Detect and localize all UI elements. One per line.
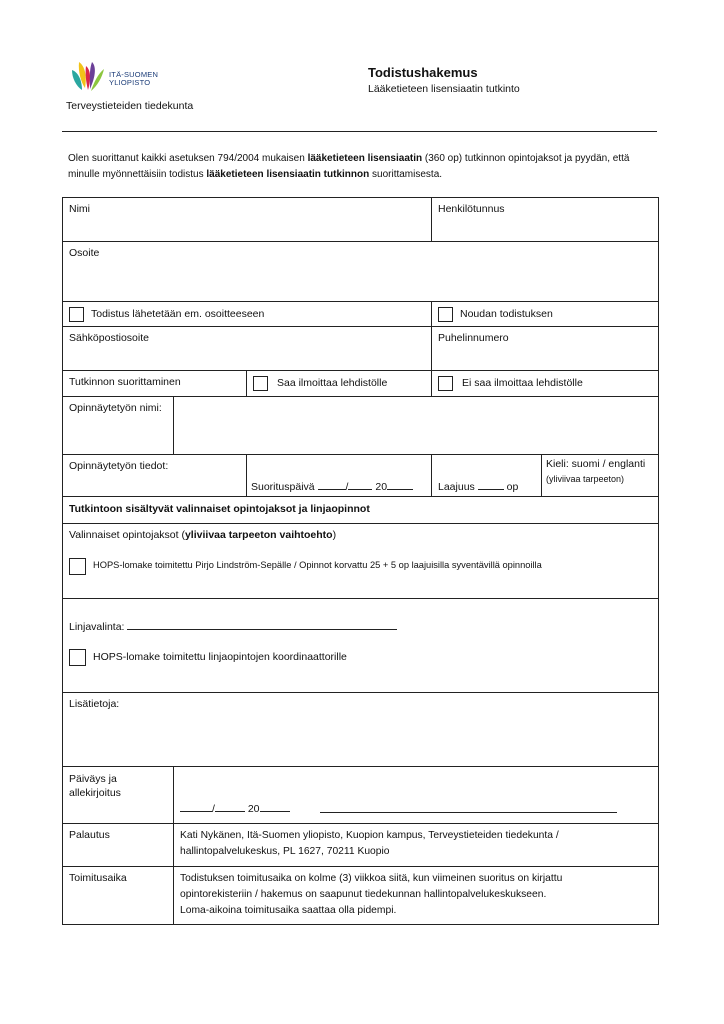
language-field: [542, 455, 659, 497]
no-announce-checkbox[interactable]: [438, 376, 453, 391]
completion-cell: [63, 371, 247, 397]
thesis-name-label: Opinnäytetyön nimi:: [69, 402, 162, 414]
sign-day-blank[interactable]: [180, 801, 212, 812]
logo-leaves-icon: [70, 60, 106, 94]
application-form: [62, 197, 659, 925]
delivery-text-cell: [174, 867, 659, 925]
header-divider: [62, 131, 657, 132]
completion-date-label: Suorituspäivä: [251, 481, 315, 493]
signature-line[interactable]: [320, 802, 617, 813]
return-label-cell: [63, 824, 174, 867]
sign-month-blank[interactable]: [215, 801, 245, 812]
delivery-text-line-1: Todistuksen toimitusaika on kolme (3) viikkoa siitä, kun viimeinen suoritus on kirjattu: [180, 873, 563, 884]
delivery-label: Toimitusaika: [69, 872, 127, 884]
thesis-name-field[interactable]: [174, 397, 659, 455]
name-label: Nimi: [69, 203, 90, 215]
intro-text-3: suorittamisesta.: [369, 169, 443, 180]
extra-info-label: Lisätietoja:: [69, 698, 120, 710]
faculty-name: Terveystieteiden tiedekunta: [66, 100, 194, 112]
thesis-info-label: Opinnäytetyön tiedot:: [69, 460, 169, 472]
language-note: (yliviivaa tarpeeton): [546, 474, 625, 484]
sign-date-separator: /: [212, 803, 215, 815]
name-field[interactable]: [63, 198, 432, 242]
delivery-text-line-3: Loma-aikoina toimitusaika saattaa olla pidempi.: [180, 905, 397, 916]
return-label: Palautus: [69, 829, 110, 841]
completion-month-blank[interactable]: [348, 479, 372, 490]
scope-field[interactable]: [432, 455, 542, 497]
ssn-label: Henkilötunnus: [438, 203, 505, 215]
section-heading-cell: [63, 497, 659, 524]
language-label[interactable]: Kieli: suomi / englanti: [546, 458, 646, 470]
delivery-text-line-2: opintorekisteriin / hakemus on saapunut tiedekunnan hallintopalvelukeskukseen.: [180, 889, 547, 900]
date-sign-label-cell: [63, 767, 174, 824]
logo-wordmark: [109, 71, 158, 87]
pickup-option: [432, 302, 659, 327]
sign-date-year: 20: [247, 803, 260, 815]
completion-date-year: 20: [375, 481, 388, 493]
completion-date-field[interactable]: [247, 455, 432, 497]
address-label: Osoite: [69, 247, 100, 259]
university-logo: [70, 60, 106, 94]
hops-track-checkbox[interactable]: [69, 649, 86, 666]
phone-label: Puhelinnumero: [438, 332, 509, 344]
send-cert-label: Todistus lähetetään em. osoitteeseen: [91, 308, 265, 320]
no-announce-label: Ei saa ilmoittaa lehdistölle: [462, 377, 583, 389]
hops-track-label: HOPS-lomake toimitettu linjaopintojen koordinaattorille: [93, 651, 347, 663]
track-input-line[interactable]: [127, 619, 397, 630]
track-label: Linjavalinta:: [69, 621, 125, 633]
intro-bold-2: lääketieteen lisensiaatin tutkinnon: [206, 169, 370, 180]
pickup-label: Noudan todistuksen: [460, 308, 553, 320]
email-label: Sähköpostiosoite: [69, 332, 149, 344]
send-cert-checkbox[interactable]: [69, 307, 84, 322]
date-sign-label-line-1: Päiväys ja: [69, 773, 117, 785]
phone-field[interactable]: [432, 327, 659, 371]
address-field[interactable]: [63, 242, 659, 302]
completion-label: Tutkinnon suorittaminen: [69, 376, 181, 388]
completion-date-separator: /: [345, 481, 349, 493]
return-text-cell: [174, 824, 659, 867]
intro-bold-1: lääketieteen lisensiaatin: [307, 153, 423, 164]
may-announce-option: [247, 371, 432, 397]
logo-line-1: ITÄ-SUOMEN: [109, 70, 159, 79]
email-field[interactable]: [63, 327, 432, 371]
intro-paragraph: [68, 151, 663, 183]
extra-info-field[interactable]: [63, 693, 659, 767]
document-subtitle: Lääketieteen lisensiaatin tutkinto: [368, 83, 520, 95]
date-sign-field: [174, 767, 659, 824]
document-title: Todistushakemus: [368, 65, 478, 80]
thesis-info-label-cell: [63, 455, 247, 497]
track-section: [63, 599, 659, 693]
intro-text-2: (360 op) tutkinnon opintojaksot ja pyydän, että minulle myönnettäisiin todistus: [68, 153, 630, 180]
scope-unit: op: [506, 481, 519, 493]
hops-elective-label: HOPS-lomake toimitettu Pirjo Lindström-Sepälle / Opinnot korvattu 25 + 5 op laajuisilla syventävillä opinnoilla: [93, 560, 542, 570]
electives-section: [63, 524, 659, 599]
sign-year-blank[interactable]: [260, 801, 290, 812]
hops-elective-checkbox[interactable]: [69, 558, 86, 575]
delivery-label-cell: [63, 867, 174, 925]
ssn-field[interactable]: [432, 198, 659, 242]
electives-label-prefix: Valinnaiset opintojaksot (: [69, 529, 185, 541]
scope-blank[interactable]: [478, 479, 504, 490]
logo-line-2: YLIOPISTO: [109, 78, 151, 87]
electives-label-bold: yliviivaa tarpeeton vaihtoehto: [184, 529, 333, 541]
completion-year-blank[interactable]: [387, 479, 413, 490]
may-announce-label: Saa ilmoittaa lehdistölle: [277, 377, 388, 389]
send-cert-option: [63, 302, 432, 327]
return-text-line-2: hallintopalvelukeskus, PL 1627, 70211 Kuopio: [180, 846, 390, 857]
return-text-line-1: Kati Nykänen, Itä-Suomen yliopisto, Kuopion kampus, Terveystieteiden tiedekunta /: [180, 830, 559, 841]
date-sign-label: [69, 772, 121, 800]
electives-label-suffix: ): [332, 529, 337, 541]
section-heading: Tutkintoon sisältyvät valinnaiset opintojaksot ja linjaopinnot: [69, 503, 370, 515]
thesis-name-label-cell: [63, 397, 174, 455]
intro-text-1: Olen suorittanut kaikki asetuksen 794/2004 mukaisen: [68, 153, 308, 164]
no-announce-option: [432, 371, 659, 397]
may-announce-checkbox[interactable]: [253, 376, 268, 391]
electives-label: [69, 529, 336, 541]
scope-label: Laajuus: [438, 481, 475, 493]
completion-day-blank[interactable]: [318, 479, 346, 490]
pickup-checkbox[interactable]: [438, 307, 453, 322]
date-sign-label-line-2: allekirjoitus: [69, 787, 121, 799]
